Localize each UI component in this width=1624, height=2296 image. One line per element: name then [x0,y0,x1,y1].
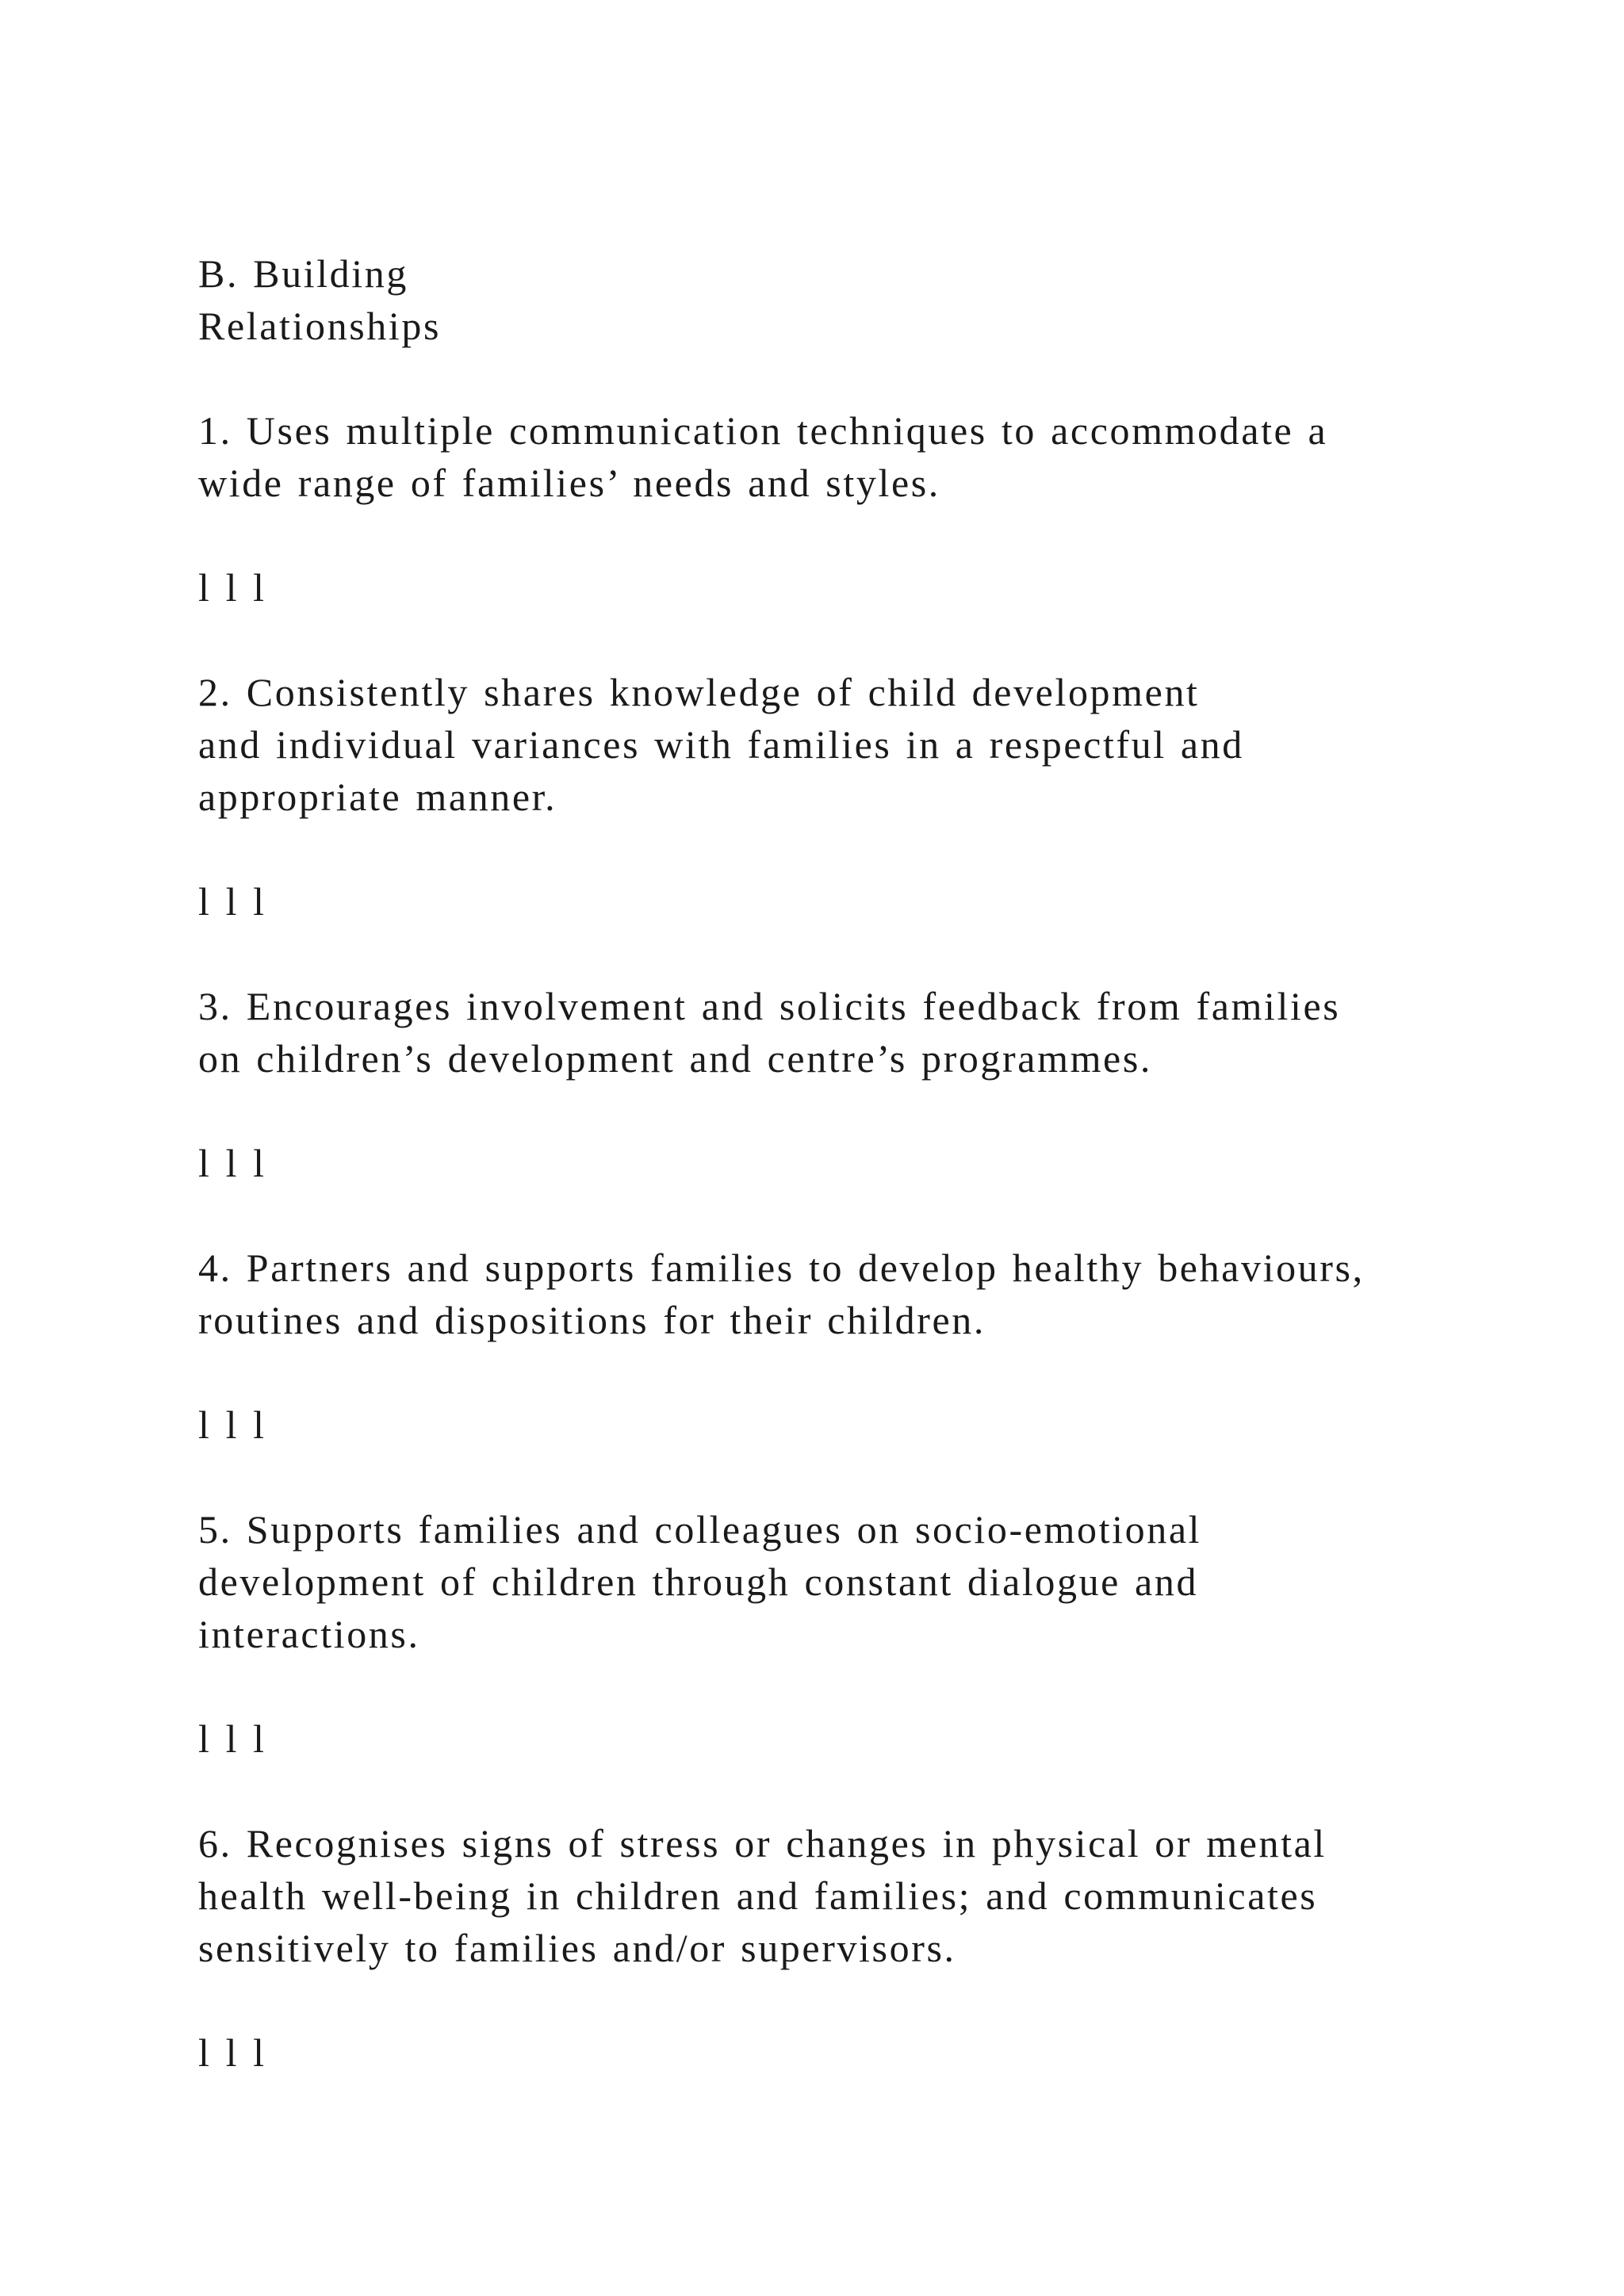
rating-marks: l l l [198,2030,266,2075]
rating-marks: l l l [198,1402,266,1447]
section-heading-line: B. Building [198,251,408,296]
criterion-text-line: and individual variances with families in a respectful and [198,722,1244,767]
criterion-text-line: 4. Partners and supports families to develop healthy behaviours, [198,1246,1365,1290]
criterion-item-4 [198,1242,1546,1346]
criterion-text-line: interactions. [198,1612,420,1656]
rating-marks: l l l [198,879,266,924]
section-heading [198,247,1546,352]
criterion-text-line: sensitively to families and/or supervisors. [198,1926,956,1970]
criterion-item-2 [198,666,1546,823]
criterion-text-line: on children’s development and centre’s programmes. [198,1036,1153,1081]
rating-marks: l l l [198,1716,266,1761]
criterion-item-5 [198,1503,1546,1660]
criterion-text-line: development of children through constant dialogue and [198,1559,1199,1604]
criterion-item-6 [198,1817,1546,1974]
section-heading-line: Relationships [198,304,442,348]
criterion-text-line: wide range of families’ needs and styles. [198,461,940,505]
criterion-item-1 [198,404,1546,509]
criterion-text-line: 6. Recognises signs of stress or changes in physical or mental [198,1821,1327,1866]
criterion-text-line: routines and dispositions for their children. [198,1298,986,1342]
rating-marks: l l l [198,565,266,610]
criterion-text-line: 3. Encourages involvement and solicits feedback from families [198,984,1341,1028]
document-body [198,247,1546,2131]
criterion-text-line: 1. Uses multiple communication techniques to accommodate a [198,408,1328,453]
criterion-text-line: health well-being in children and families; and communicates [198,1873,1318,1918]
criterion-text-line: 2. Consistently shares knowledge of child development [198,670,1200,714]
criterion-item-3 [198,980,1546,1085]
rating-marks: l l l [198,1141,266,1185]
criterion-text-line: 5. Supports families and colleagues on socio-emotional [198,1507,1202,1552]
criterion-text-line: appropriate manner. [198,775,557,819]
